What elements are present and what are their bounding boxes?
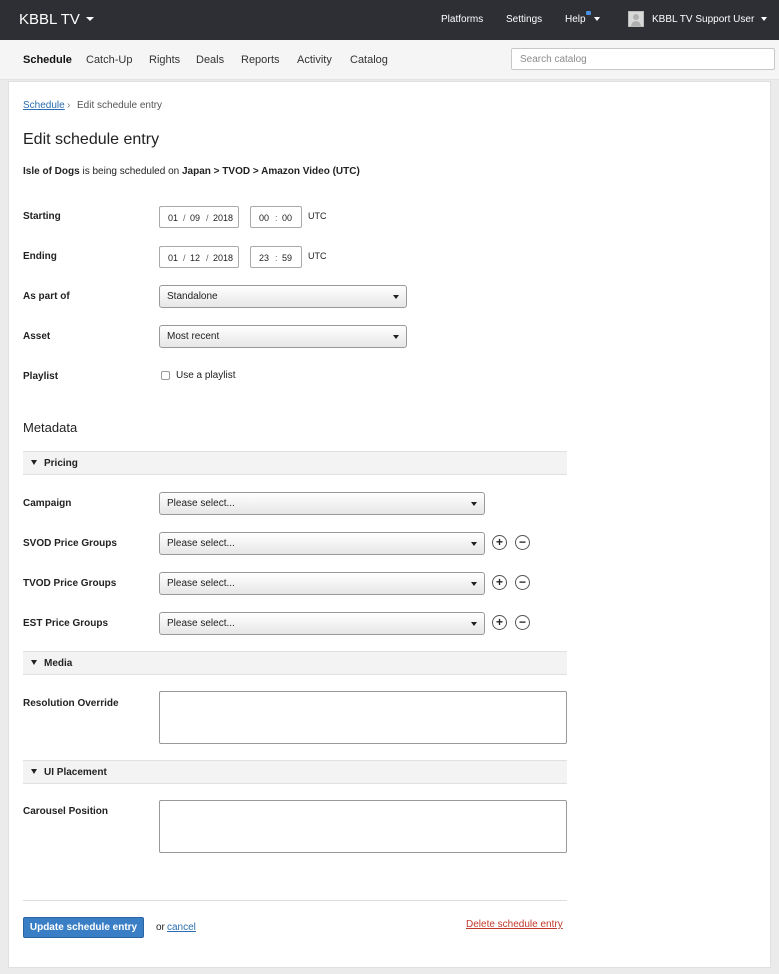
chevron-down-icon — [471, 502, 477, 506]
tvod-price-groups-select[interactable] — [159, 572, 485, 595]
tvod-remove-minus-icon[interactable]: − — [515, 575, 530, 590]
cancel-link[interactable]: cancel — [167, 922, 196, 933]
tab-catalog[interactable]: Catalog — [350, 54, 388, 66]
ending-day[interactable]: 01 — [168, 253, 179, 263]
resolution-override-textarea[interactable] — [159, 691, 567, 744]
notification-dot-icon — [586, 11, 591, 15]
media-group-toggle[interactable] — [23, 651, 567, 675]
svod-add-plus-icon[interactable]: + — [492, 535, 507, 550]
est-price-groups-select[interactable] — [159, 612, 485, 635]
asset-value: Most recent — [167, 331, 220, 342]
asset-label: Asset — [23, 331, 51, 342]
user-chevron-down-icon — [761, 17, 767, 21]
ending-month[interactable]: 12 — [190, 253, 201, 263]
media-group-title: Media — [44, 658, 73, 669]
tvod-price-groups-label: TVOD Price Groups — [23, 578, 117, 589]
ending-year[interactable]: 2018 — [213, 253, 234, 263]
campaign-label: Campaign — [23, 498, 72, 509]
time-separator: : — [275, 213, 278, 223]
chevron-down-icon — [471, 542, 477, 546]
collapse-triangle-icon — [31, 660, 37, 665]
starting-label: Starting — [23, 211, 61, 222]
ending-label: Ending — [23, 251, 57, 262]
svod-price-groups-value: Please select... — [167, 538, 235, 549]
update-schedule-entry-button[interactable]: Update schedule entry — [23, 917, 144, 938]
starting-hour[interactable]: 00 — [259, 213, 270, 223]
est-remove-minus-icon[interactable]: − — [515, 615, 530, 630]
as-part-of-label: As part of — [23, 291, 70, 302]
campaign-value: Please select... — [167, 498, 235, 509]
ui-placement-group-toggle[interactable] — [23, 760, 567, 784]
metadata-heading: Metadata — [23, 420, 78, 435]
ending-hour[interactable]: 23 — [259, 253, 270, 263]
starting-day[interactable]: 01 — [168, 213, 179, 223]
ui-placement-group-title: UI Placement — [44, 767, 107, 778]
chevron-down-icon — [393, 295, 399, 299]
date-separator: / — [206, 253, 209, 263]
breadcrumb-schedule-link[interactable]: Schedule — [23, 100, 65, 111]
brand-name: KBBL TV — [19, 11, 80, 28]
as-part-of-select[interactable] — [159, 285, 407, 308]
tab-catch-up[interactable]: Catch-Up — [86, 54, 133, 66]
tab-deals[interactable]: Deals — [196, 54, 225, 66]
user-menu[interactable] — [652, 14, 767, 25]
date-separator: / — [183, 213, 186, 223]
time-separator: : — [275, 253, 278, 263]
starting-date-field[interactable] — [159, 206, 239, 228]
ending-date-field[interactable] — [159, 246, 239, 268]
collapse-triangle-icon — [31, 769, 37, 774]
or-text: or — [156, 922, 165, 933]
svod-price-groups-select[interactable] — [159, 532, 485, 555]
use-playlist-label[interactable]: Use a playlist — [176, 370, 236, 381]
page-title: Edit schedule entry — [23, 131, 160, 148]
search-catalog-input[interactable] — [511, 48, 775, 70]
delete-schedule-entry-link[interactable]: Delete schedule entry — [466, 919, 563, 930]
chevron-down-icon — [471, 582, 477, 586]
starting-timezone: UTC — [308, 211, 327, 221]
pricing-group-toggle[interactable] — [23, 451, 567, 475]
starting-year[interactable]: 2018 — [213, 213, 234, 223]
date-separator: / — [206, 213, 209, 223]
resolution-override-label: Resolution Override — [23, 698, 119, 709]
tab-rights[interactable]: Rights — [149, 54, 181, 66]
user-avatar-icon[interactable] — [628, 11, 644, 27]
summary-text: is being scheduled on — [82, 166, 180, 177]
top-navigation-bar — [0, 0, 779, 40]
breadcrumb-current: Edit schedule entry — [77, 100, 163, 111]
svod-price-groups-label: SVOD Price Groups — [23, 538, 117, 549]
ending-time-field[interactable] — [250, 246, 302, 268]
est-price-groups-value: Please select... — [167, 618, 235, 629]
summary-platform: Japan > TVOD > Amazon Video (UTC) — [182, 166, 360, 177]
carousel-position-textarea[interactable] — [159, 800, 567, 853]
brand-menu[interactable] — [19, 11, 94, 28]
form-divider — [23, 900, 567, 901]
nav-settings[interactable]: Settings — [506, 14, 543, 25]
tab-reports[interactable]: Reports — [241, 54, 280, 66]
user-name: KBBL TV Support User — [652, 14, 755, 25]
use-playlist-checkbox[interactable] — [161, 371, 170, 380]
nav-platforms[interactable]: Platforms — [441, 14, 484, 25]
nav-help[interactable] — [565, 14, 600, 25]
tvod-price-groups-value: Please select... — [167, 578, 235, 589]
date-separator: / — [183, 253, 186, 263]
pricing-group-title: Pricing — [44, 458, 78, 469]
starting-minute[interactable]: 00 — [282, 213, 293, 223]
chevron-down-icon — [471, 622, 477, 626]
tvod-add-plus-icon[interactable]: + — [492, 575, 507, 590]
est-add-plus-icon[interactable]: + — [492, 615, 507, 630]
asset-select[interactable] — [159, 325, 407, 348]
est-price-groups-label: EST Price Groups — [23, 618, 109, 629]
tab-activity[interactable]: Activity — [297, 54, 332, 66]
playlist-label: Playlist — [23, 371, 59, 382]
chevron-down-icon — [393, 335, 399, 339]
svod-remove-minus-icon[interactable]: − — [515, 535, 530, 550]
campaign-select[interactable] — [159, 492, 485, 515]
schedule-summary — [23, 166, 360, 177]
as-part-of-value: Standalone — [167, 291, 218, 302]
tab-schedule[interactable]: Schedule — [23, 54, 72, 66]
breadcrumb-separator: › — [67, 100, 71, 111]
ending-minute[interactable]: 59 — [282, 253, 293, 263]
collapse-triangle-icon — [31, 460, 37, 465]
carousel-position-label: Carousel Position — [23, 806, 109, 817]
starting-time-field[interactable] — [250, 206, 302, 228]
nav-help-label: Help — [565, 14, 586, 25]
summary-title: Isle of Dogs — [23, 166, 80, 177]
starting-month[interactable]: 09 — [190, 213, 201, 223]
ending-timezone: UTC — [308, 251, 327, 261]
brand-chevron-down-icon — [86, 17, 94, 21]
help-chevron-down-icon — [594, 17, 600, 21]
